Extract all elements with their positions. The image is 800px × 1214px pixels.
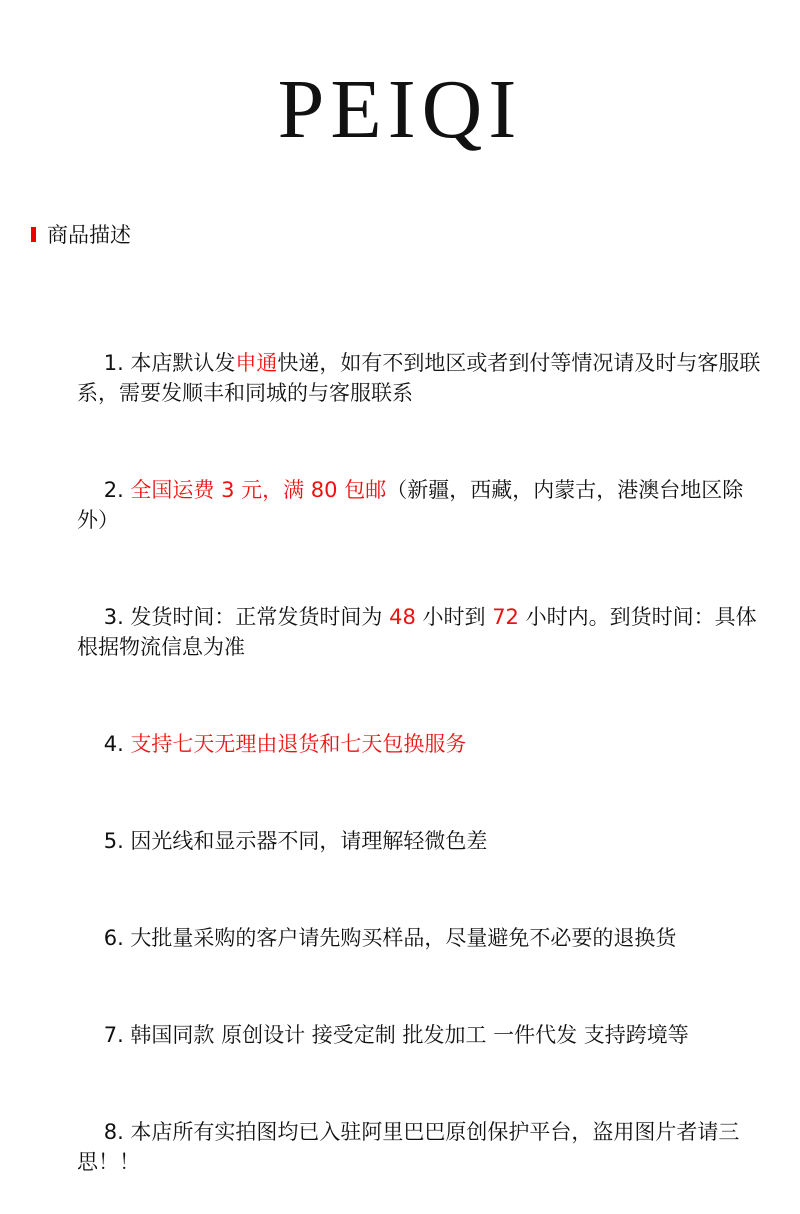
item-text: 2. — [103, 478, 131, 502]
item-text: 6. 大批量采购的客户请先购买样品，尽量避免不必要的退换货 — [103, 926, 677, 950]
accent-bar — [31, 227, 36, 242]
item-text: 小时内。到货时间：具体根据物流信息为准 — [77, 605, 757, 659]
item-text: 快递，如有不到地区或者到付等情况请及时与客服联系，需要发顺丰和同城的与客服联系 — [77, 351, 761, 405]
item-text: 3. 发货时间：正常发货时间为 — [103, 605, 390, 629]
list-item — [77, 796, 767, 886]
item-text: 4. — [103, 732, 131, 756]
list-item — [77, 893, 767, 983]
section-title: 商品描述 — [47, 223, 131, 247]
item-text: 5. 因光线和显示器不同，请理解轻微色差 — [103, 829, 488, 853]
item-highlight: 72 — [492, 605, 519, 629]
item-highlight: 支持七天无理由退货和七天包换服务 — [130, 732, 467, 756]
item-highlight: 申通 — [235, 351, 278, 375]
item-highlight: 48 — [389, 605, 416, 629]
list-item — [77, 1087, 767, 1207]
section-header — [31, 219, 131, 249]
description-list — [77, 318, 767, 1214]
list-item — [77, 572, 767, 692]
item-highlight: 全国运费 3 元，满 80 包邮 — [130, 478, 387, 502]
list-item — [77, 699, 767, 789]
list-item — [77, 445, 767, 565]
item-text: 小时到 — [415, 605, 493, 629]
list-item — [77, 990, 767, 1080]
list-item — [77, 318, 767, 438]
brand-logo: PEIQI — [277, 63, 523, 156]
item-text: （新疆，西藏，内蒙古，港澳台地区除外） — [77, 478, 744, 532]
item-text: 8. 本店所有实拍图均已入驻阿里巴巴原创保护平台，盗用图片者请三思！！ — [77, 1120, 740, 1174]
item-text: 1. 本店默认发 — [103, 351, 236, 375]
item-text: 7. 韩国同款 原创设计 接受定制 批发加工 一件代发 支持跨境等 — [103, 1023, 689, 1047]
